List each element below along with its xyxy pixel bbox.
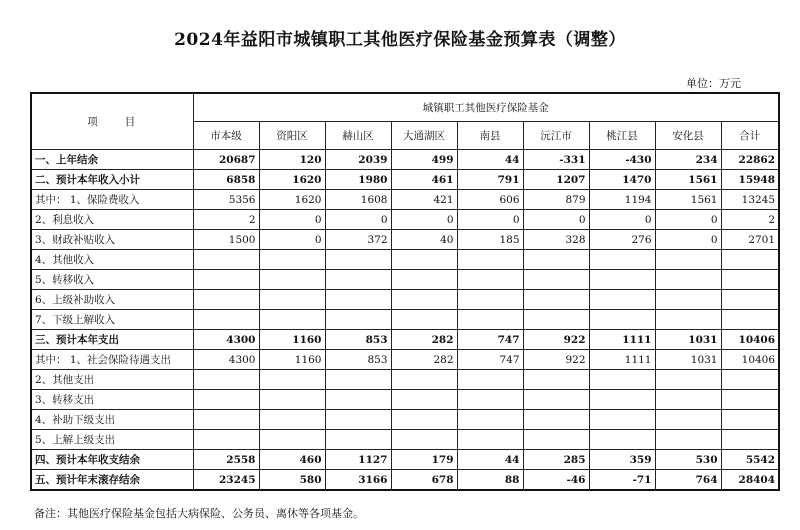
table-row (31, 270, 779, 290)
total-cell (721, 270, 779, 290)
total-cell (721, 410, 779, 430)
value-cell (655, 290, 721, 310)
total-cell: 5542 (721, 450, 779, 470)
value-cell: 0 (655, 210, 721, 230)
value-cell (193, 250, 259, 270)
value-cell: 1500 (193, 230, 259, 250)
value-cell (325, 250, 391, 270)
value-cell: 0 (589, 210, 655, 230)
value-cell: 4300 (193, 350, 259, 370)
value-cell: 1561 (655, 190, 721, 210)
value-cell (523, 410, 589, 430)
value-cell: 1608 (325, 190, 391, 210)
column-header: 南县 (457, 122, 523, 150)
value-cell (457, 270, 523, 290)
table-row (31, 390, 779, 410)
value-cell: 1127 (325, 450, 391, 470)
value-cell: 0 (523, 210, 589, 230)
value-cell (523, 250, 589, 270)
value-cell: 179 (391, 450, 457, 470)
column-header: 合计 (721, 122, 779, 150)
value-cell: 0 (259, 210, 325, 230)
total-cell: 13245 (721, 190, 779, 210)
value-cell (193, 430, 259, 450)
column-header: 市本级 (193, 122, 259, 150)
table-row (31, 430, 779, 450)
row-label: 其中： 1、保险费收入 (31, 190, 193, 210)
value-cell: 1207 (523, 170, 589, 190)
value-cell (259, 430, 325, 450)
value-cell: 5356 (193, 190, 259, 210)
column-header: 安化县 (655, 122, 721, 150)
value-cell (259, 310, 325, 330)
fund-group-header: 城镇职工其他医疗保险基金 (193, 93, 779, 122)
value-cell: 2558 (193, 450, 259, 470)
value-cell: 2 (193, 210, 259, 230)
table-row (31, 170, 779, 190)
unit-label: 单位：万元 (686, 77, 741, 90)
value-cell (391, 430, 457, 450)
value-cell (523, 370, 589, 390)
table-row (31, 350, 779, 370)
value-cell (325, 310, 391, 330)
value-cell: 606 (457, 190, 523, 210)
value-cell: 120 (259, 150, 325, 170)
value-cell: 1620 (259, 170, 325, 190)
value-cell: 359 (589, 450, 655, 470)
value-cell (589, 290, 655, 310)
table-row (31, 210, 779, 230)
value-cell: 285 (523, 450, 589, 470)
value-cell (193, 270, 259, 290)
value-cell (589, 270, 655, 290)
value-cell (655, 310, 721, 330)
total-cell (721, 390, 779, 410)
value-cell: 922 (523, 350, 589, 370)
value-cell: 20687 (193, 150, 259, 170)
table-row (31, 410, 779, 430)
value-cell (457, 310, 523, 330)
row-label: 二、预计本年收入小计 (31, 170, 193, 190)
value-cell (523, 290, 589, 310)
table-row (31, 450, 779, 470)
table-row (31, 290, 779, 310)
value-cell (391, 310, 457, 330)
column-header: 大通湖区 (391, 122, 457, 150)
value-cell: 1561 (655, 170, 721, 190)
value-cell (457, 430, 523, 450)
column-header: 赫山区 (325, 122, 391, 150)
value-cell (457, 410, 523, 430)
value-cell (325, 290, 391, 310)
value-cell: 282 (391, 330, 457, 350)
footnote: 备注：其他医疗保险基金包括大病保险、公务员、离休等各项基金。 (34, 507, 364, 520)
row-label: 3、财政补贴收入 (31, 230, 193, 250)
value-cell (193, 310, 259, 330)
value-cell: 580 (259, 470, 325, 491)
value-cell (325, 410, 391, 430)
value-cell (655, 370, 721, 390)
value-cell (259, 410, 325, 430)
value-cell (523, 430, 589, 450)
total-cell (721, 290, 779, 310)
value-cell: 421 (391, 190, 457, 210)
table-row (31, 370, 779, 390)
value-cell: 853 (325, 330, 391, 350)
row-label: 四、预计本年收支结余 (31, 450, 193, 470)
total-cell: 15948 (721, 170, 779, 190)
value-cell: 747 (457, 330, 523, 350)
value-cell: 0 (655, 230, 721, 250)
value-cell: 276 (589, 230, 655, 250)
value-cell (193, 370, 259, 390)
value-cell: 4300 (193, 330, 259, 350)
table-row (31, 470, 779, 491)
row-label: 6、上级补助收入 (31, 290, 193, 310)
value-cell: 0 (259, 230, 325, 250)
row-label: 5、转移收入 (31, 270, 193, 290)
row-label: 2、其他支出 (31, 370, 193, 390)
column-header: 资阳区 (259, 122, 325, 150)
value-cell (391, 390, 457, 410)
total-cell (721, 370, 779, 390)
value-cell: 88 (457, 470, 523, 491)
value-cell (589, 410, 655, 430)
value-cell: 747 (457, 350, 523, 370)
table-row (31, 190, 779, 210)
value-cell (259, 390, 325, 410)
value-cell: 2039 (325, 150, 391, 170)
value-cell (655, 390, 721, 410)
value-cell (259, 270, 325, 290)
value-cell (259, 250, 325, 270)
page-title: 2024年益阳市城镇职工其他医疗保险基金预算表（调整） (174, 30, 626, 50)
value-cell: 44 (457, 450, 523, 470)
value-cell (523, 390, 589, 410)
value-cell (325, 430, 391, 450)
budget-table (30, 92, 780, 491)
value-cell: 1470 (589, 170, 655, 190)
value-cell: 0 (391, 210, 457, 230)
value-cell: 1160 (259, 350, 325, 370)
value-cell: 282 (391, 350, 457, 370)
total-cell (721, 250, 779, 270)
value-cell (589, 390, 655, 410)
total-cell: 28404 (721, 470, 779, 491)
value-cell (655, 250, 721, 270)
value-cell: 1031 (655, 350, 721, 370)
value-cell: -46 (523, 470, 589, 491)
value-cell (457, 390, 523, 410)
value-cell (655, 270, 721, 290)
value-cell: 40 (391, 230, 457, 250)
table-row (31, 250, 779, 270)
value-cell: 3166 (325, 470, 391, 491)
value-cell: -331 (523, 150, 589, 170)
value-cell (391, 250, 457, 270)
value-cell (391, 290, 457, 310)
value-cell (457, 370, 523, 390)
row-label: 五、预计年末滚存结余 (31, 470, 193, 491)
value-cell: 922 (523, 330, 589, 350)
table-row (31, 150, 779, 170)
value-cell: 791 (457, 170, 523, 190)
value-cell (589, 310, 655, 330)
value-cell: 678 (391, 470, 457, 491)
value-cell (523, 270, 589, 290)
table-row (31, 310, 779, 330)
value-cell: 372 (325, 230, 391, 250)
row-label: 其中： 1、社会保险待遇支出 (31, 350, 193, 370)
value-cell (325, 270, 391, 290)
value-cell (259, 290, 325, 310)
value-cell (325, 370, 391, 390)
table-row (31, 230, 779, 250)
value-cell: 328 (523, 230, 589, 250)
value-cell: 0 (457, 210, 523, 230)
total-cell: 10406 (721, 330, 779, 350)
value-cell: 44 (457, 150, 523, 170)
value-cell (391, 370, 457, 390)
value-cell (589, 250, 655, 270)
value-cell: 23245 (193, 470, 259, 491)
value-cell (193, 410, 259, 430)
value-cell: 1980 (325, 170, 391, 190)
column-header: 沅江市 (523, 122, 589, 150)
value-cell: 853 (325, 350, 391, 370)
value-cell (457, 290, 523, 310)
value-cell: 461 (391, 170, 457, 190)
value-cell: 1031 (655, 330, 721, 350)
table-row (31, 330, 779, 350)
value-cell (193, 390, 259, 410)
row-label: 2、利息收入 (31, 210, 193, 230)
total-cell: 22862 (721, 150, 779, 170)
value-cell: 1194 (589, 190, 655, 210)
total-cell: 2701 (721, 230, 779, 250)
total-cell: 2 (721, 210, 779, 230)
row-label: 一、上年结余 (31, 150, 193, 170)
value-cell: 1160 (259, 330, 325, 350)
value-cell: 1111 (589, 350, 655, 370)
value-cell: 0 (325, 210, 391, 230)
value-cell: 879 (523, 190, 589, 210)
total-cell (721, 310, 779, 330)
value-cell: -430 (589, 150, 655, 170)
value-cell: 185 (457, 230, 523, 250)
value-cell: 6858 (193, 170, 259, 190)
value-cell (523, 310, 589, 330)
row-label: 4、补助下级支出 (31, 410, 193, 430)
value-cell: 1620 (259, 190, 325, 210)
value-cell: 530 (655, 450, 721, 470)
total-cell: 10406 (721, 350, 779, 370)
value-cell (259, 370, 325, 390)
column-header: 桃江县 (589, 122, 655, 150)
value-cell (589, 430, 655, 450)
row-label: 3、转移支出 (31, 390, 193, 410)
item-column-header: 项 目 (31, 93, 193, 150)
value-cell: 764 (655, 470, 721, 491)
value-cell (193, 290, 259, 310)
value-cell (391, 410, 457, 430)
value-cell: 1111 (589, 330, 655, 350)
value-cell: 499 (391, 150, 457, 170)
value-cell (325, 390, 391, 410)
value-cell (655, 410, 721, 430)
row-label: 三、预计本年支出 (31, 330, 193, 350)
value-cell (391, 270, 457, 290)
value-cell (589, 370, 655, 390)
value-cell: -71 (589, 470, 655, 491)
value-cell: 460 (259, 450, 325, 470)
value-cell (655, 430, 721, 450)
row-label: 7、下级上解收入 (31, 310, 193, 330)
value-cell (457, 250, 523, 270)
row-label: 5、上解上级支出 (31, 430, 193, 450)
row-label: 4、其他收入 (31, 250, 193, 270)
value-cell: 234 (655, 150, 721, 170)
total-cell (721, 430, 779, 450)
